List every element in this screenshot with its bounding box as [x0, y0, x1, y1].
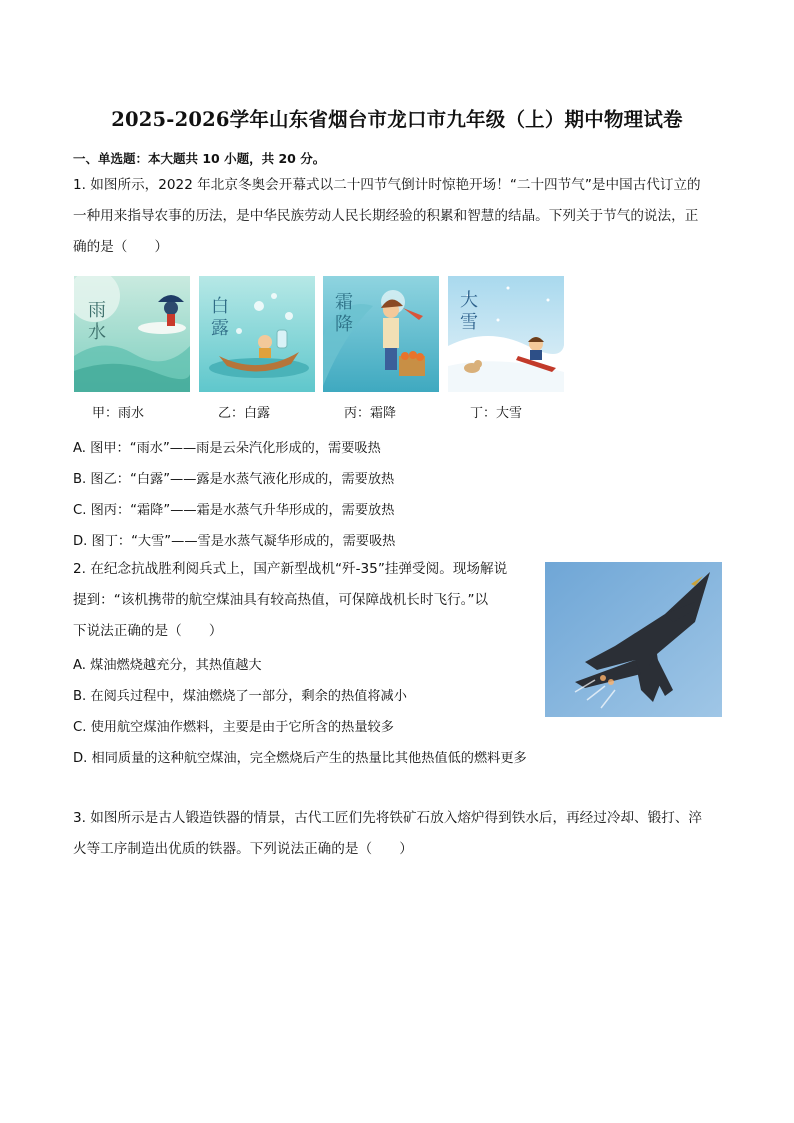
question-2-line: 2. 在纪念抗战胜利阅兵式上，国产新型战机“歼-35”挂弹受阅。现场解说	[73, 561, 508, 577]
question-1-option-c[interactable]: C. 图丙：“霜降”——霜是水蒸气升华形成的，需要放热	[73, 503, 395, 518]
question-1-option-a[interactable]: A. 图甲：“雨水”——雨是云朵汽化形成的，需要吸热	[73, 441, 381, 456]
question-1-stem	[73, 170, 733, 263]
question-1-option-d[interactable]: D. 图丁：“大雪”——雪是水蒸气凝华形成的，需要吸热	[73, 534, 396, 549]
section-heading: 一、单选题：本大题共 10 小题，共 20 分。	[73, 151, 326, 166]
question-1-line: 确的是（ ）	[73, 239, 169, 255]
term-char: 白露	[211, 296, 229, 339]
question-2-line: 下说法正确的是（ ）	[73, 623, 223, 639]
exam-title: 2025-2026学年山东省烟台市龙口市九年级（上）期中物理试卷	[111, 108, 683, 131]
image-caption: 丙：霜降	[344, 406, 397, 421]
fighter-jet-image	[545, 562, 722, 717]
question-1-option-b[interactable]: B. 图乙：“白露”——露是水蒸气液化形成的，需要放热	[73, 472, 395, 487]
solar-term-image-frost-descent	[323, 276, 439, 392]
term-char: 大雪	[460, 290, 478, 333]
solar-term-image-white-dew	[199, 276, 315, 392]
question-2-option-c[interactable]: C. 使用航空煤油作燃料，主要是由于它所含的热量较多	[73, 720, 394, 735]
question-1-line: 一种用来指导农事的历法，是中华民族劳动人民长期经验的积累和智慧的结晶。下列关于节气的说法，正	[73, 208, 699, 224]
question-2-line: 提到：“该机携带的航空煤油具有较高热值，可保障战机长时飞行。”以	[73, 592, 489, 608]
question-2-stem	[73, 554, 543, 647]
image-caption: 丁：大雪	[470, 406, 523, 421]
image-caption: 甲：雨水	[92, 406, 145, 421]
image-caption: 乙：白露	[218, 406, 271, 421]
solar-term-image-major-snow	[448, 276, 564, 392]
question-2-option-a[interactable]: A. 煤油燃烧越充分，其热值越大	[73, 658, 262, 673]
term-char: 霜降	[335, 292, 353, 335]
question-3-stem	[73, 803, 733, 865]
question-3-line: 火等工序制造出优质的铁器。下列说法正确的是（ ）	[73, 841, 413, 857]
solar-term-image-rain-water	[74, 276, 190, 392]
question-3-line: 3. 如图所示是古人锻造铁器的情景，古代工匠们先将铁矿石放入熔炉得到铁水后，再经过冷却、锻打、淬	[73, 810, 703, 826]
question-2-option-d[interactable]: D. 相同质量的这种航空煤油，完全燃烧后产生的热量比其他热值低的燃料更多	[73, 751, 527, 766]
question-2-option-b[interactable]: B. 在阅兵过程中，煤油燃烧了一部分，剩余的热值将减小	[73, 689, 407, 704]
term-char: 雨水	[88, 300, 106, 343]
question-1-line: 1. 如图所示，2022 年北京冬奥会开幕式以二十四节气倒计时惊艳开场！“二十四节气”是中国古代订立的	[73, 177, 701, 193]
